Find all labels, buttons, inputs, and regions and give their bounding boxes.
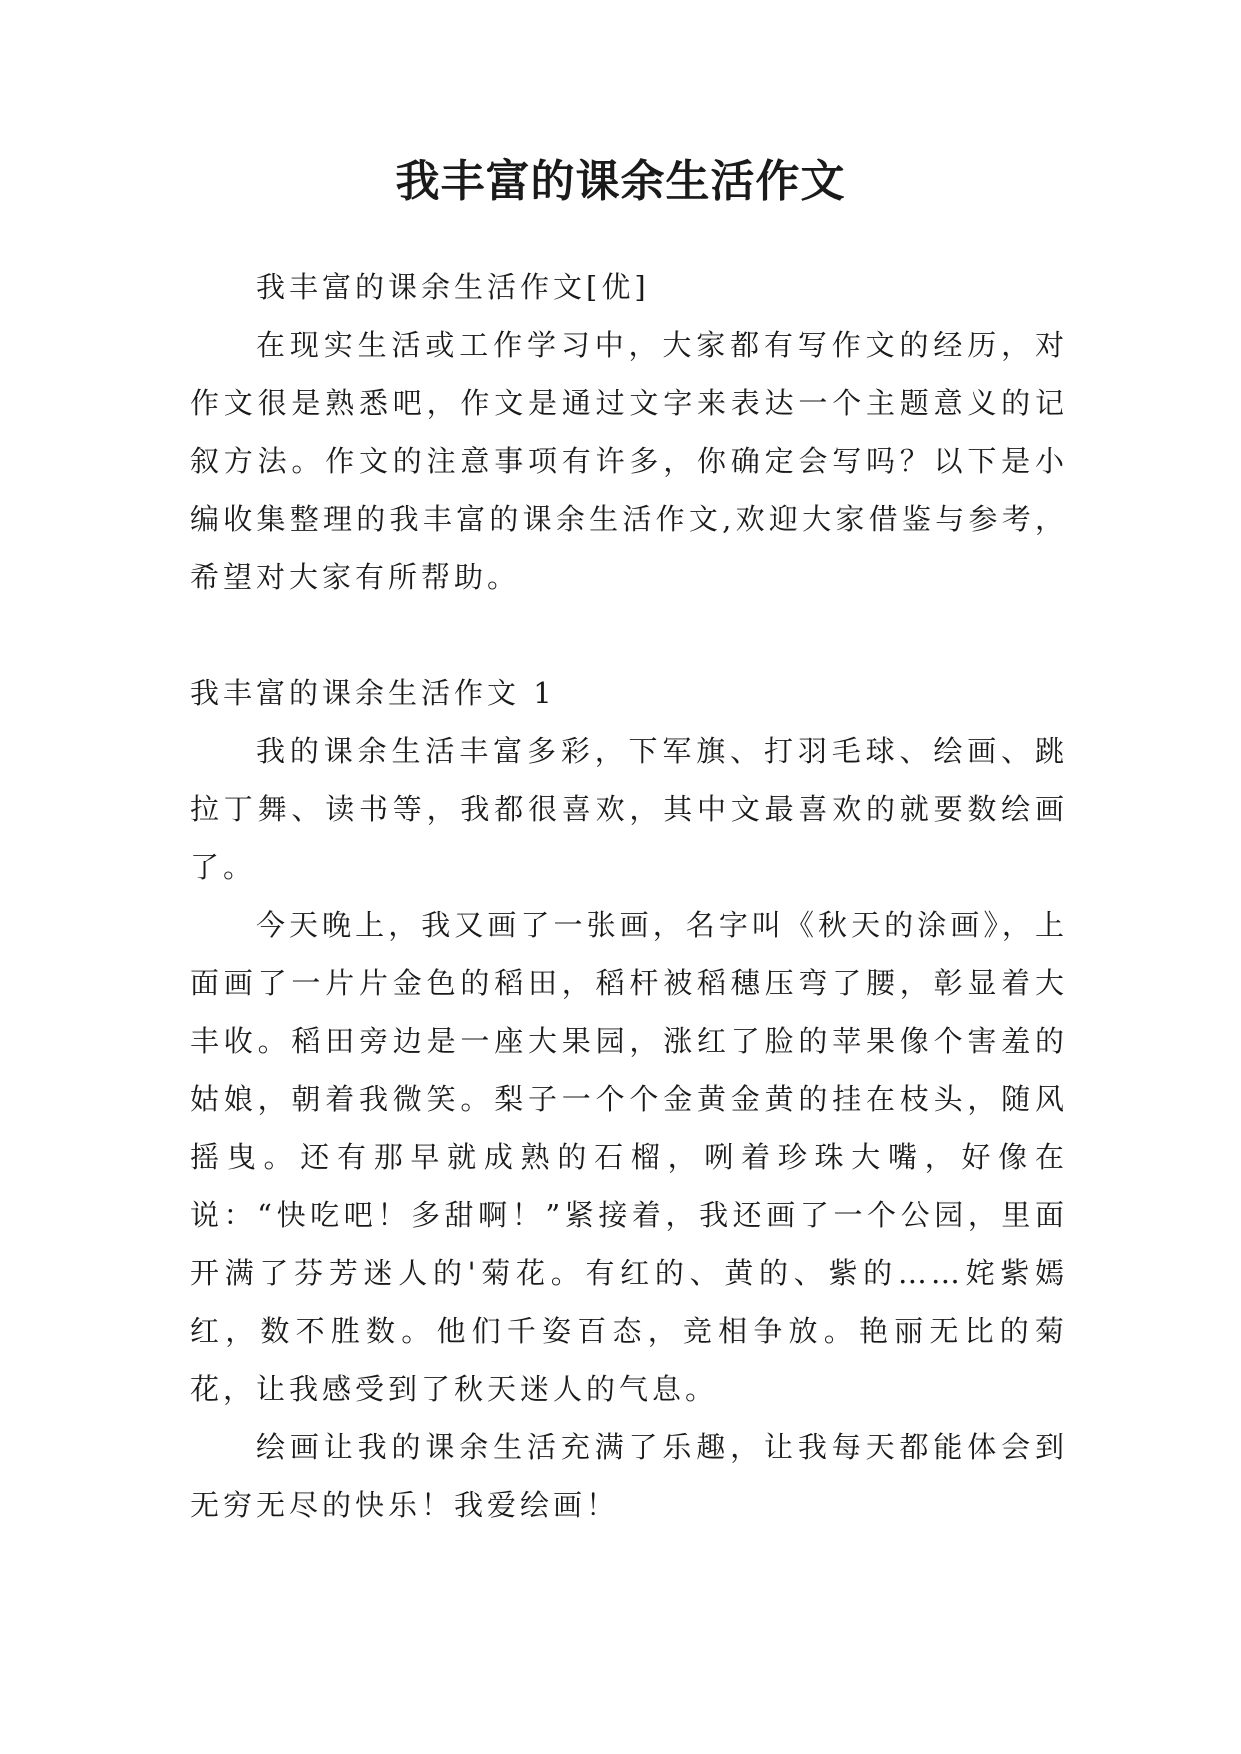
intro-paragraph: 在现实生活或工作学习中，大家都有写作文的经历，对作文很是熟悉吧，作文是通过文字来表达一个主题意义的记叙方法。作文的注意事项有许多，你确定会写吗？以下是小编收集整理的我丰富的课余生活作文,欢迎大家借鉴与参考，希望对大家有所帮助。 [190,328,1068,594]
section-heading: 我丰富的课余生活作文 1 [190,676,556,710]
body-paragraph: 绘画让我的课余生活充满了乐趣，让我每天都能体会到无穷无尽的快乐！我爱绘画！ [190,1430,1068,1522]
body-paragraph: 今天晚上，我又画了一张画，名字叫《秋天的涂画》，上面画了一片片金色的稻田，稻杆被稻穗压弯了腰，彰显着大丰收。稻田旁边是一座大果园，涨红了脸的苹果像个害羞的姑娘，朝着我微笑。梨子一个个金黄金黄的挂在枝头，随风摇曳。还有那早就成熟的石榴，咧着珍珠大嘴，好像在说：“快吃吧！多甜啊！”紧接着，我还画了一个公园，里面开满了芬芳迷人的'菊花。有红的、黄的、紫的……姹紫嫣红，数不胜数。他们千姿百态，竞相争放。艳丽无比的菊花，让我感受到了秋天迷人的气息。 [190,908,1068,1406]
document-title: 我丰富的课余生活作文 [395,156,846,207]
body-paragraph: 我的课余生活丰富多彩，下军旗、打羽毛球、绘画、跳拉丁舞、读书等，我都很喜欢，其中文最喜欢的就要数绘画了。 [190,734,1068,884]
document-subtitle: 我丰富的课余生活作文[优] [256,270,650,304]
document-body [190,258,1068,1534]
